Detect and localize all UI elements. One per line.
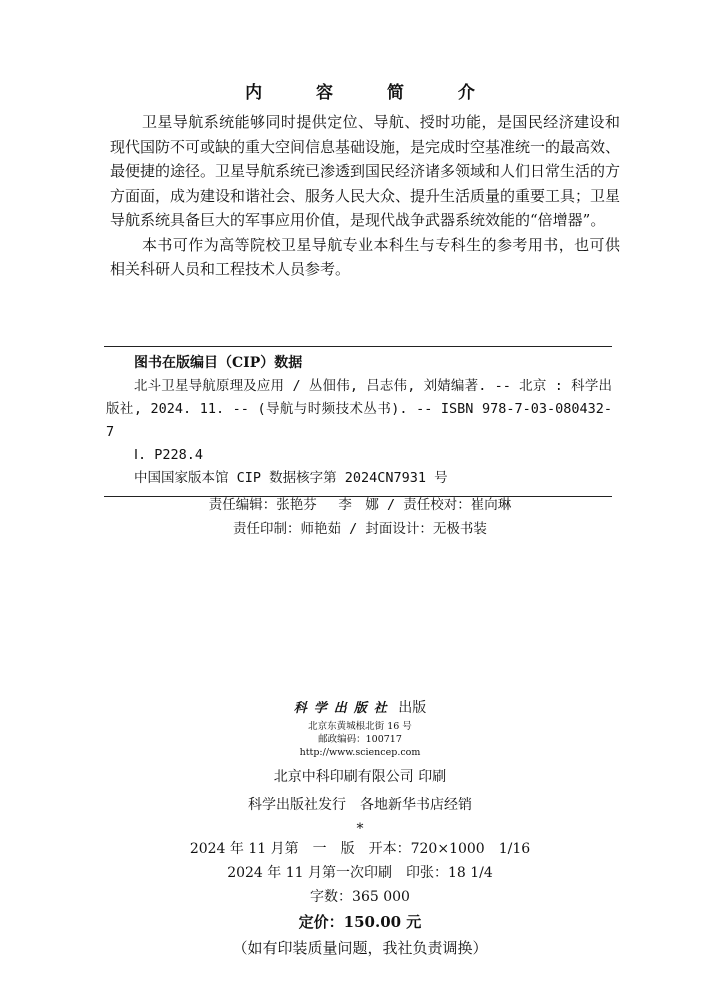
cip-block (104, 346, 612, 497)
publisher-address: 北京东黄城根北街 16 号 (308, 721, 412, 732)
publisher-logo: 科学出版社 (293, 701, 394, 716)
intro-title: 内 容 简 介 (245, 83, 499, 103)
quality-note: （如有印装质量问题，我社负责调换） (232, 939, 488, 957)
credits-production: 责任印制：师艳茹 / 封面设计：无极书装 (233, 521, 487, 537)
intro-paragraph: 卫星导航系统能够同时提供定位、导航、授时功能，是国民经济建设和现代国防不可或缺的重大空间信息基础设施，是完成时空基准统一的最高效、最便捷的途径。卫星导航系统已渗透到国民经济诸多领域和人们日常生活的方方面面，成为建设和谐社会、服务人民大众、提升生活质量的重要工具；卫星导航系统具备巨大的军事应用价值，是现代战争武器系统效能的“倍增器”。 (110, 113, 621, 229)
publisher-info (0, 697, 720, 961)
publisher-website: http://www.sciencep.com (299, 747, 421, 758)
separator-star: * (356, 821, 364, 837)
word-count: 字数：365 000 (310, 889, 410, 905)
printer-line: 北京中科印刷有限公司 印刷 (273, 769, 447, 785)
publisher-name (0, 697, 720, 720)
cip-heading: 图书在版编目（CIP）数据 (134, 355, 303, 371)
cip-record: 北斗卫星导航原理及应用 / 丛佃伟, 吕志伟, 刘婧编著. -- 北京 : 科学出版社, 2024. 11. -- (导航与时频技术丛书). -- ISBN 978-7-03-080432-7 (106, 378, 612, 440)
intro-paragraph: 本书可作为高等院校卫星导航专业本科生与专科生的参考用书，也可供相关科研人员和工程技术人员参考。 (110, 235, 620, 278)
intro-section (110, 110, 620, 282)
distribution-line: 科学出版社发行 各地新华书店经销 (248, 797, 472, 813)
publisher-suffix: 出版 (398, 700, 427, 716)
edition-line: 2024 年 11 月第 一 版 开本：720×1000 1/16 (189, 841, 531, 857)
printing-line: 2024 年 11 月第一次印刷 印张：18 1/4 (227, 865, 493, 881)
editorial-credits (0, 493, 720, 541)
publisher-postcode: 邮政编码：100717 (318, 734, 402, 745)
cip-library-number: 中国国家版本馆 CIP 数据核字第 2024CN7931 号 (134, 470, 448, 486)
cip-classification: Ⅰ. P228.4 (134, 447, 204, 463)
credits-editors: 责任编辑：张艳芬 李 娜 / 责任校对：崔向琳 (208, 497, 512, 513)
price: 定价：150.00 元 (298, 913, 422, 931)
